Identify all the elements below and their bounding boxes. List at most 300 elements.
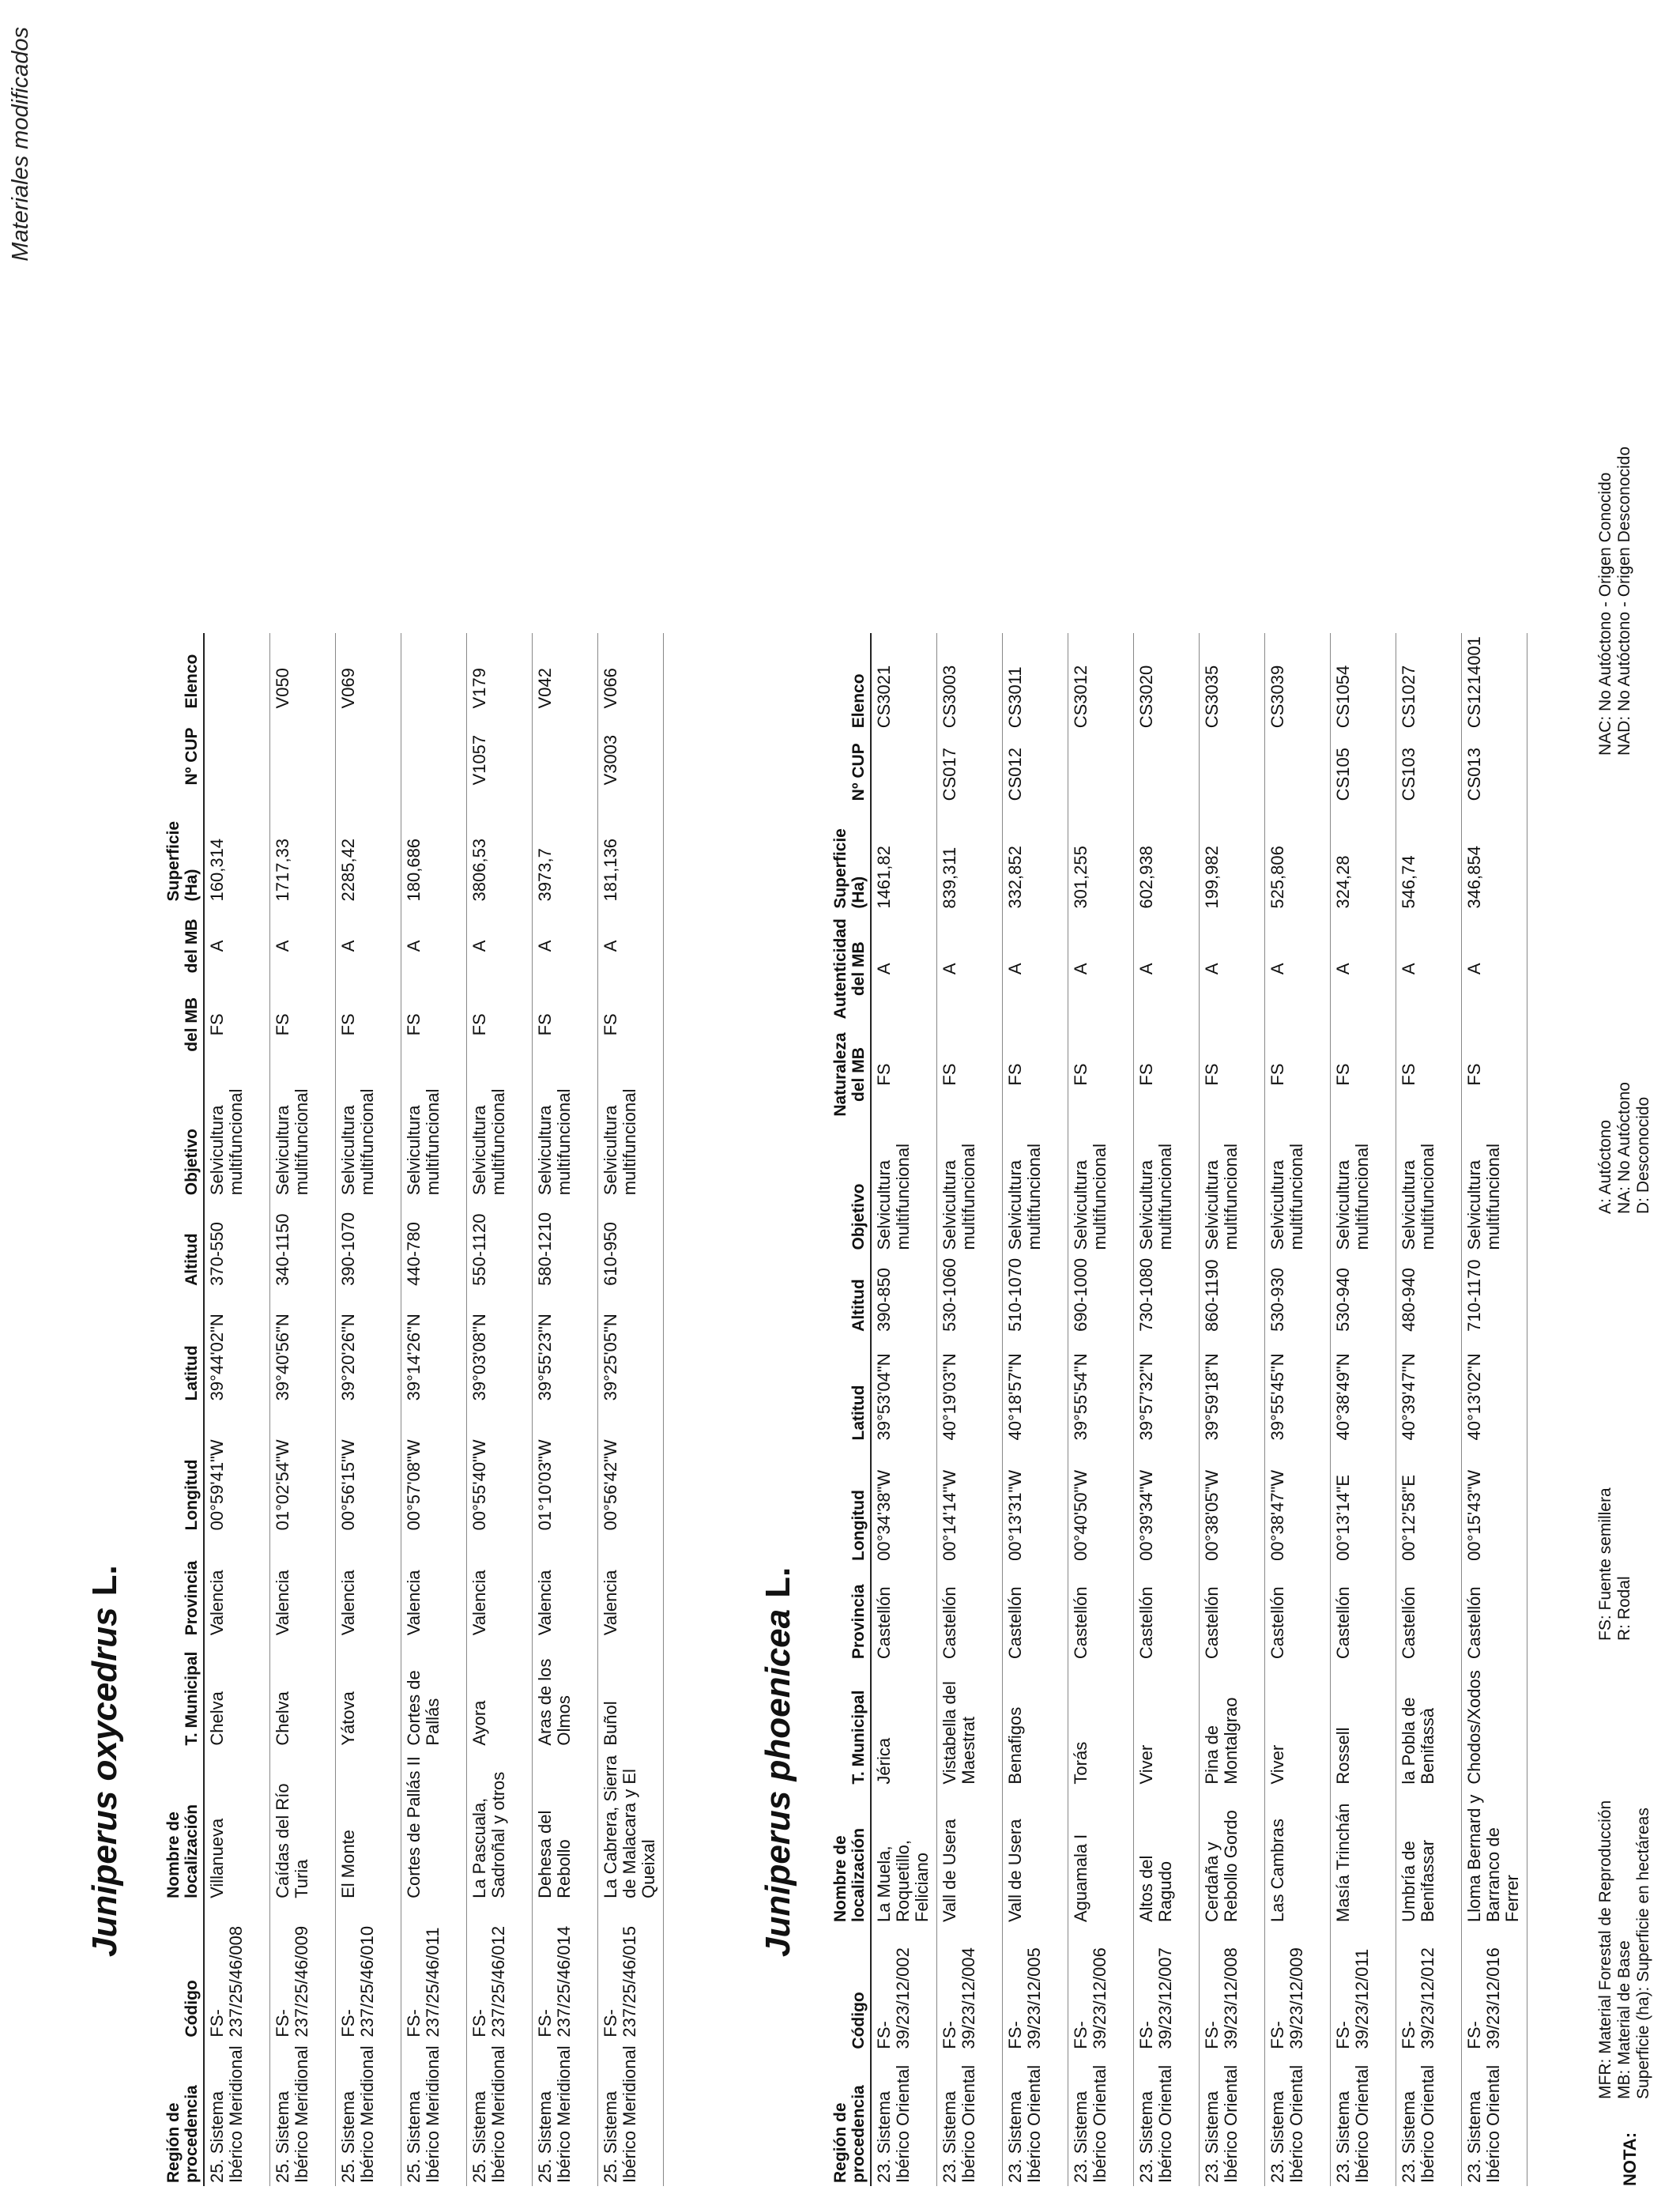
table-cell bbox=[1134, 731, 1200, 804]
table-cell: Selvicultura multifuncional bbox=[871, 1123, 937, 1253]
column-header: Superficie (Ha) bbox=[163, 788, 204, 904]
table-row bbox=[1462, 633, 1527, 2186]
table-cell bbox=[204, 711, 270, 788]
table-cell: Chodos/Xodos bbox=[1462, 1662, 1527, 1787]
column-header: Elenco bbox=[163, 633, 204, 711]
table-cell: 610-950 bbox=[598, 1198, 664, 1289]
column-header: Altitud bbox=[163, 1198, 204, 1289]
table-cell: Cerdaña y Rebollo Gordo bbox=[1200, 1788, 1265, 1925]
species-name: Juniperus oxycedrus bbox=[85, 1607, 124, 1957]
materials-table-oxycedrus bbox=[163, 633, 664, 2186]
table-cell: 530-1060 bbox=[937, 1253, 1003, 1335]
table-cell: 00°59'41"W bbox=[204, 1404, 270, 1533]
table-cell: FS-39/23/12/002 bbox=[871, 1925, 937, 2053]
table-cell: V3003 bbox=[598, 711, 664, 788]
column-header: Región de procedencia bbox=[163, 2041, 204, 2186]
table-cell: 39°03'08"N bbox=[467, 1289, 533, 1404]
table-cell: 25. Sistema Ibérico Meridional bbox=[336, 2041, 401, 2186]
table-cell: FS bbox=[270, 987, 336, 1061]
table-cell: FS bbox=[204, 987, 270, 1061]
table-cell: Castellón bbox=[871, 1564, 937, 1662]
table-row bbox=[1003, 633, 1068, 2186]
table-cell: V069 bbox=[336, 633, 401, 711]
table-cell bbox=[401, 633, 467, 711]
column-header: Provincia bbox=[163, 1533, 204, 1638]
table-cell: 530-940 bbox=[1331, 1253, 1396, 1335]
table-cell: 25. Sistema Ibérico Meridional bbox=[598, 2041, 664, 2186]
table-cell: Selvicultura multifuncional bbox=[1331, 1123, 1396, 1253]
table-cell: 39°59'18"N bbox=[1200, 1335, 1265, 1444]
table-row bbox=[1200, 633, 1265, 2186]
table-cell: Torás bbox=[1068, 1662, 1134, 1787]
table-cell: Selvicultura multifuncional bbox=[1068, 1123, 1134, 1253]
table-cell: CS3003 bbox=[937, 633, 1003, 731]
table-cell: FS-237/25/46/009 bbox=[270, 1902, 336, 2041]
column-header: Región de procedencia bbox=[830, 2053, 871, 2186]
table-cell: FS-237/25/46/012 bbox=[467, 1902, 533, 2041]
table-cell: Castellón bbox=[1331, 1564, 1396, 1662]
table-cell: Valencia bbox=[204, 1533, 270, 1638]
table-cell: A bbox=[467, 904, 533, 987]
column-header: Longitud bbox=[830, 1443, 871, 1563]
table-cell: 332,852 bbox=[1003, 804, 1068, 911]
table-cell: FS bbox=[1068, 1026, 1134, 1124]
column-header: Autenticidad del MB bbox=[830, 912, 871, 1026]
table-cell: 160,314 bbox=[204, 788, 270, 904]
table-cell: CS3012 bbox=[1068, 633, 1134, 731]
column-header: Longitud bbox=[163, 1404, 204, 1533]
table-cell: FS bbox=[937, 1026, 1003, 1124]
table-cell: 340-1150 bbox=[270, 1198, 336, 1289]
notes-autoctono bbox=[1596, 1082, 1653, 1214]
table-cell: 25. Sistema Ibérico Meridional bbox=[204, 2041, 270, 2186]
table-cell: V050 bbox=[270, 633, 336, 711]
table-cell: 00°14'14"W bbox=[937, 1443, 1003, 1563]
table-cell: FS-39/23/12/004 bbox=[937, 1925, 1003, 2053]
table-cell: FS bbox=[336, 987, 401, 1061]
table-cell: 00°38'47"W bbox=[1265, 1443, 1331, 1563]
table-cell: 1461,82 bbox=[871, 804, 937, 911]
table-cell: FS bbox=[1396, 1026, 1462, 1124]
table-row bbox=[937, 633, 1003, 2186]
table-cell: Rossell bbox=[1331, 1662, 1396, 1787]
table-cell: 00°57'08"W bbox=[401, 1404, 467, 1533]
table-cell: Castellón bbox=[937, 1564, 1003, 1662]
table-cell: 39°57'32"N bbox=[1134, 1335, 1200, 1444]
table-cell: Vistabella del Maestrat bbox=[937, 1662, 1003, 1787]
table-cell: 23. Sistema Ibérico Oriental bbox=[1003, 2053, 1068, 2186]
table-cell: 580-1210 bbox=[533, 1198, 598, 1289]
table-cell: 602,938 bbox=[1134, 804, 1200, 911]
table-cell: 324,28 bbox=[1331, 804, 1396, 911]
table-cell: 2285,42 bbox=[336, 788, 401, 904]
species-title-2 bbox=[759, 1567, 798, 1957]
notes-abbreviations bbox=[1596, 1800, 1653, 2099]
table-cell: Selvicultura multifuncional bbox=[937, 1123, 1003, 1253]
table-cell: 440-780 bbox=[401, 1198, 467, 1289]
table-cell: 23. Sistema Ibérico Oriental bbox=[1462, 2053, 1527, 2186]
table-cell: 546,74 bbox=[1396, 804, 1462, 911]
table-cell: V179 bbox=[467, 633, 533, 711]
table-cell: FS-237/25/46/010 bbox=[336, 1902, 401, 2041]
table-cell: Lloma Bernard y Barranco de Ferrer bbox=[1462, 1788, 1527, 1925]
table-cell: 40°38'49"N bbox=[1331, 1335, 1396, 1444]
table-cell: Castellón bbox=[1462, 1564, 1527, 1662]
table-cell: CS3020 bbox=[1134, 633, 1200, 731]
table-row bbox=[1331, 633, 1396, 2186]
table-row bbox=[336, 633, 401, 2186]
table-cell: 25. Sistema Ibérico Meridional bbox=[270, 2041, 336, 2186]
table-cell: FS-39/23/12/009 bbox=[1265, 1925, 1331, 2053]
table-cell bbox=[1265, 731, 1331, 804]
table-cell: Vall de Usera bbox=[1003, 1788, 1068, 1925]
table-cell: CS103 bbox=[1396, 731, 1462, 804]
table-cell bbox=[270, 711, 336, 788]
table-cell: 00°56'15"W bbox=[336, 1404, 401, 1533]
table-cell: Caídas del Río Turia bbox=[270, 1749, 336, 1902]
table-cell: FS-237/25/46/008 bbox=[204, 1902, 270, 2041]
table-cell: Castellón bbox=[1200, 1564, 1265, 1662]
column-header: T. Municipal bbox=[830, 1662, 871, 1787]
table-cell: 00°12'58"E bbox=[1396, 1443, 1462, 1563]
table-cell: FS bbox=[1200, 1026, 1265, 1124]
table-cell: 00°56'42"W bbox=[598, 1404, 664, 1533]
table-cell: CS1054 bbox=[1331, 633, 1396, 731]
table-cell: 839,311 bbox=[937, 804, 1003, 911]
table-cell: Cortes de Pallás II bbox=[401, 1749, 467, 1902]
table-cell: 23. Sistema Ibérico Oriental bbox=[871, 2053, 937, 2186]
table-cell: 390-1070 bbox=[336, 1198, 401, 1289]
table-cell: A bbox=[1068, 912, 1134, 1026]
column-header: Nº CUP bbox=[163, 711, 204, 788]
table-cell: Umbría de Benifassar bbox=[1396, 1788, 1462, 1925]
table-cell: CS3011 bbox=[1003, 633, 1068, 731]
table-cell: Benafigos bbox=[1003, 1662, 1068, 1787]
table-header-row bbox=[163, 633, 204, 2186]
table-cell: Castellón bbox=[1265, 1564, 1331, 1662]
table-cell: A bbox=[871, 912, 937, 1026]
column-header: Latitud bbox=[163, 1289, 204, 1404]
table-row bbox=[871, 633, 937, 2186]
note-line: FS: Fuente semillera bbox=[1596, 1487, 1614, 1641]
table-cell: 40°13'02"N bbox=[1462, 1335, 1527, 1444]
table-cell: A bbox=[204, 904, 270, 987]
column-header: del MB bbox=[163, 904, 204, 987]
note-line: NA: No Autóctono bbox=[1615, 1082, 1634, 1214]
table-cell: 39°25'05"N bbox=[598, 1289, 664, 1404]
table-row bbox=[1265, 633, 1331, 2186]
table-cell: CS3039 bbox=[1265, 633, 1331, 731]
table-cell: Valencia bbox=[270, 1533, 336, 1638]
table-cell: 530-930 bbox=[1265, 1253, 1331, 1335]
table-cell: 480-940 bbox=[1396, 1253, 1462, 1335]
table-cell bbox=[871, 731, 937, 804]
table-cell: 181,136 bbox=[598, 788, 664, 904]
notes-fuente bbox=[1596, 1487, 1634, 1641]
table-cell: FS-39/23/12/007 bbox=[1134, 1925, 1200, 2053]
table-cell bbox=[204, 633, 270, 711]
table-cell: Masía Trinchán bbox=[1331, 1788, 1396, 1925]
table-cell: 23. Sistema Ibérico Oriental bbox=[1200, 2053, 1265, 2186]
table-cell: Jérica bbox=[871, 1662, 937, 1787]
column-header: Latitud bbox=[830, 1335, 871, 1444]
table-cell: FS bbox=[467, 987, 533, 1061]
table-cell: CS017 bbox=[937, 731, 1003, 804]
column-header: Nombre de localización bbox=[163, 1749, 204, 1902]
table-row bbox=[204, 633, 270, 2186]
table-cell bbox=[336, 711, 401, 788]
table-header-row bbox=[830, 633, 871, 2186]
table-cell: FS-39/23/12/012 bbox=[1396, 1925, 1462, 2053]
table-cell: Selvicultura multifuncional bbox=[467, 1061, 533, 1198]
materials-table-phoenicea bbox=[830, 633, 1527, 2186]
table-cell: A bbox=[1265, 912, 1331, 1026]
column-header: Código bbox=[163, 1902, 204, 2041]
table-cell: Valencia bbox=[401, 1533, 467, 1638]
table-cell: 25. Sistema Ibérico Meridional bbox=[467, 2041, 533, 2186]
table-row bbox=[1396, 633, 1462, 2186]
table-cell: El Monte bbox=[336, 1749, 401, 1902]
species-author: L. bbox=[759, 1566, 797, 1598]
table-cell: La Pascuala, Sadroñal y otros bbox=[467, 1749, 533, 1902]
table-cell: Chelva bbox=[270, 1638, 336, 1748]
table-cell: A bbox=[270, 904, 336, 987]
table-cell: FS bbox=[1134, 1026, 1200, 1124]
table-cell: Buñol bbox=[598, 1638, 664, 1748]
table-cell: A bbox=[1134, 912, 1200, 1026]
table-cell: Selvicultura multifuncional bbox=[1003, 1123, 1068, 1253]
species-author: L. bbox=[85, 1565, 124, 1596]
table-cell: Selvicultura multifuncional bbox=[533, 1061, 598, 1198]
table-cell: 00°13'31"W bbox=[1003, 1443, 1068, 1563]
note-line: Superficie (ha): Superficie en hectáreas bbox=[1634, 1808, 1653, 2099]
table-cell: 346,854 bbox=[1462, 804, 1527, 911]
column-header: Naturaleza del MB bbox=[830, 1026, 871, 1124]
note-line: MB: Material de Base bbox=[1615, 1940, 1634, 2099]
note-line: NAC: No Autóctono - Origen Conocido bbox=[1596, 472, 1614, 756]
nota-label: NOTA: bbox=[1620, 2132, 1640, 2186]
table-cell: Viver bbox=[1265, 1662, 1331, 1787]
table-cell: Castellón bbox=[1003, 1564, 1068, 1662]
table-cell: Selvicultura multifuncional bbox=[1462, 1123, 1527, 1253]
table-cell: La Muela, Roquetillo, Feliciano bbox=[871, 1788, 937, 1925]
table-cell: 39°55'45"N bbox=[1265, 1335, 1331, 1444]
table-cell: FS bbox=[401, 987, 467, 1061]
table-cell: 00°13'14"E bbox=[1331, 1443, 1396, 1563]
table-cell: CS013 bbox=[1462, 731, 1527, 804]
table-cell: 00°55'40"W bbox=[467, 1404, 533, 1533]
table-row bbox=[467, 633, 533, 2186]
table-cell: Villanueva bbox=[204, 1749, 270, 1902]
column-header: Elenco bbox=[830, 633, 871, 731]
table-cell: 00°38'05"W bbox=[1200, 1443, 1265, 1563]
table-cell: A bbox=[336, 904, 401, 987]
table-cell: Las Cambras bbox=[1265, 1788, 1331, 1925]
table-cell bbox=[401, 711, 467, 788]
table-cell: la Pobla de Benifassà bbox=[1396, 1662, 1462, 1787]
section-header: Materiales modificados bbox=[8, 27, 33, 262]
species-name: Juniperus phoenicea bbox=[759, 1608, 797, 1957]
table-cell: 23. Sistema Ibérico Oriental bbox=[937, 2053, 1003, 2186]
table-cell: Valencia bbox=[598, 1533, 664, 1638]
table-cell: 39°14'26"N bbox=[401, 1289, 467, 1404]
note-line: R: Rodal bbox=[1615, 1576, 1634, 1641]
table-cell: 525,806 bbox=[1265, 804, 1331, 911]
table-cell: 1717,33 bbox=[270, 788, 336, 904]
table-cell: 23. Sistema Ibérico Oriental bbox=[1331, 2053, 1396, 2186]
table-cell: 730-1080 bbox=[1134, 1253, 1200, 1335]
table-cell: 39°44'02"N bbox=[204, 1289, 270, 1404]
table-row bbox=[1068, 633, 1134, 2186]
table-cell: Valencia bbox=[467, 1533, 533, 1638]
table-cell: CS1027 bbox=[1396, 633, 1462, 731]
table-cell: 39°40'56"N bbox=[270, 1289, 336, 1404]
table-cell: A bbox=[1200, 912, 1265, 1026]
note-line: D: Desconocido bbox=[1634, 1096, 1653, 1214]
table-cell: V042 bbox=[533, 633, 598, 711]
table-cell: FS bbox=[871, 1026, 937, 1124]
table-cell: Selvicultura multifuncional bbox=[401, 1061, 467, 1198]
table-cell bbox=[533, 711, 598, 788]
table-cell: 00°34'38"W bbox=[871, 1443, 937, 1563]
table-cell: Castellón bbox=[1396, 1564, 1462, 1662]
table-cell: 40°18'57"N bbox=[1003, 1335, 1068, 1444]
table-cell: 00°15'43"W bbox=[1462, 1443, 1527, 1563]
table-cell: 301,255 bbox=[1068, 804, 1134, 911]
table-cell: FS-39/23/12/005 bbox=[1003, 1925, 1068, 2053]
table-cell: FS bbox=[1265, 1026, 1331, 1124]
table-cell: Altos del Ragudo bbox=[1134, 1788, 1200, 1925]
table-cell: Chelva bbox=[204, 1638, 270, 1748]
table-cell: 710-1170 bbox=[1462, 1253, 1527, 1335]
table-cell: Valencia bbox=[533, 1533, 598, 1638]
table-cell: FS-237/25/46/014 bbox=[533, 1902, 598, 2041]
table-cell: A bbox=[1462, 912, 1527, 1026]
note-line: MFR: Material Forestal de Reproducción bbox=[1596, 1800, 1614, 2099]
table-row bbox=[270, 633, 336, 2186]
column-header: Objetivo bbox=[830, 1123, 871, 1253]
table-row bbox=[598, 633, 664, 2186]
column-header: Objetivo bbox=[163, 1061, 204, 1198]
table-cell: V1057 bbox=[467, 711, 533, 788]
table-cell: 690-1000 bbox=[1068, 1253, 1134, 1335]
table-cell: FS-39/23/12/011 bbox=[1331, 1925, 1396, 2053]
table-cell: Castellón bbox=[1068, 1564, 1134, 1662]
table-cell: CS012 bbox=[1003, 731, 1068, 804]
table-cell: Aras de los Olmos bbox=[533, 1638, 598, 1748]
table-cell: 199,982 bbox=[1200, 804, 1265, 911]
table-cell: Selvicultura multifuncional bbox=[1396, 1123, 1462, 1253]
table-cell: FS-39/23/12/006 bbox=[1068, 1925, 1134, 2053]
table-cell: 01°02'54"W bbox=[270, 1404, 336, 1533]
table-cell: CS3035 bbox=[1200, 633, 1265, 731]
table-cell: 860-1190 bbox=[1200, 1253, 1265, 1335]
note-line: A: Autóctono bbox=[1596, 1119, 1614, 1214]
table-cell: A bbox=[401, 904, 467, 987]
table-cell: V066 bbox=[598, 633, 664, 711]
table-cell: Valencia bbox=[336, 1533, 401, 1638]
table-cell: Vall de Usera bbox=[937, 1788, 1003, 1925]
table-cell: Selvicultura multifuncional bbox=[336, 1061, 401, 1198]
table-cell: Selvicultura multifuncional bbox=[204, 1061, 270, 1198]
column-header: Superficie (Ha) bbox=[830, 804, 871, 911]
table-cell bbox=[1068, 731, 1134, 804]
table-cell: A bbox=[937, 912, 1003, 1026]
table-cell: 25. Sistema Ibérico Meridional bbox=[401, 2041, 467, 2186]
table-cell: Aguamala I bbox=[1068, 1788, 1134, 1925]
table-cell: 3973,7 bbox=[533, 788, 598, 904]
table-cell: A bbox=[1396, 912, 1462, 1026]
table-cell bbox=[1200, 731, 1265, 804]
table-cell: 23. Sistema Ibérico Oriental bbox=[1396, 2053, 1462, 2186]
table-cell: 00°40'50"W bbox=[1068, 1443, 1134, 1563]
note-line: NAD: No Autóctono - Origen Desconocido bbox=[1615, 446, 1634, 756]
table-cell: FS-237/25/46/015 bbox=[598, 1902, 664, 2041]
table-cell: 180,686 bbox=[401, 788, 467, 904]
table-cell: CS1214001 bbox=[1462, 633, 1527, 731]
table-cell: 01°10'03"W bbox=[533, 1404, 598, 1533]
table-cell: 40°39'47"N bbox=[1396, 1335, 1462, 1444]
table-cell: Yátova bbox=[336, 1638, 401, 1748]
table-cell: 550-1120 bbox=[467, 1198, 533, 1289]
table-cell: 40°19'03"N bbox=[937, 1335, 1003, 1444]
table-cell: FS bbox=[1462, 1026, 1527, 1124]
table-cell: FS-39/23/12/008 bbox=[1200, 1925, 1265, 2053]
table-cell: Selvicultura multifuncional bbox=[598, 1061, 664, 1198]
table-cell: FS-237/25/46/011 bbox=[401, 1902, 467, 2041]
column-header: T. Municipal bbox=[163, 1638, 204, 1748]
column-header: Nombre de localización bbox=[830, 1788, 871, 1925]
table-cell: Ayora bbox=[467, 1638, 533, 1748]
table-cell: CS105 bbox=[1331, 731, 1396, 804]
column-header: Nº CUP bbox=[830, 731, 871, 804]
table-cell: Selvicultura multifuncional bbox=[1200, 1123, 1265, 1253]
species-title-1 bbox=[85, 1565, 125, 1957]
table-cell: 23. Sistema Ibérico Oriental bbox=[1265, 2053, 1331, 2186]
table-cell: 00°39'34"W bbox=[1134, 1443, 1200, 1563]
table-cell: FS-39/23/12/016 bbox=[1462, 1925, 1527, 2053]
table-cell: 25. Sistema Ibérico Meridional bbox=[533, 2041, 598, 2186]
column-header: Código bbox=[830, 1925, 871, 2053]
column-header: Altitud bbox=[830, 1253, 871, 1335]
table-cell: 3806,53 bbox=[467, 788, 533, 904]
table-cell: CS3021 bbox=[871, 633, 937, 731]
notes-no-autoctono bbox=[1596, 447, 1634, 756]
column-header: Provincia bbox=[830, 1564, 871, 1662]
table-cell: 390-850 bbox=[871, 1253, 937, 1335]
table-cell: Castellón bbox=[1134, 1564, 1200, 1662]
table-row bbox=[1134, 633, 1200, 2186]
table-row bbox=[401, 633, 467, 2186]
table-cell: Viver bbox=[1134, 1662, 1200, 1787]
table-cell: FS bbox=[1003, 1026, 1068, 1124]
table-cell: Pina de Montalgrao bbox=[1200, 1662, 1265, 1787]
table-cell: La Cabrera, Sierra de Malacara y El Queixal bbox=[598, 1749, 664, 1902]
table-cell: Selvicultura multifuncional bbox=[1265, 1123, 1331, 1253]
table-cell: 510-1070 bbox=[1003, 1253, 1068, 1335]
table-cell: 39°53'04"N bbox=[871, 1335, 937, 1444]
column-header: del MB bbox=[163, 987, 204, 1061]
table-cell: FS bbox=[598, 987, 664, 1061]
table-cell: A bbox=[533, 904, 598, 987]
table-cell: Dehesa del Rebollo bbox=[533, 1749, 598, 1902]
table-cell: 39°55'23"N bbox=[533, 1289, 598, 1404]
table-cell: 39°55'54"N bbox=[1068, 1335, 1134, 1444]
table-cell: 23. Sistema Ibérico Oriental bbox=[1068, 2053, 1134, 2186]
table-cell: 370-550 bbox=[204, 1198, 270, 1289]
table-cell: A bbox=[598, 904, 664, 987]
table-cell: FS bbox=[1331, 1026, 1396, 1124]
